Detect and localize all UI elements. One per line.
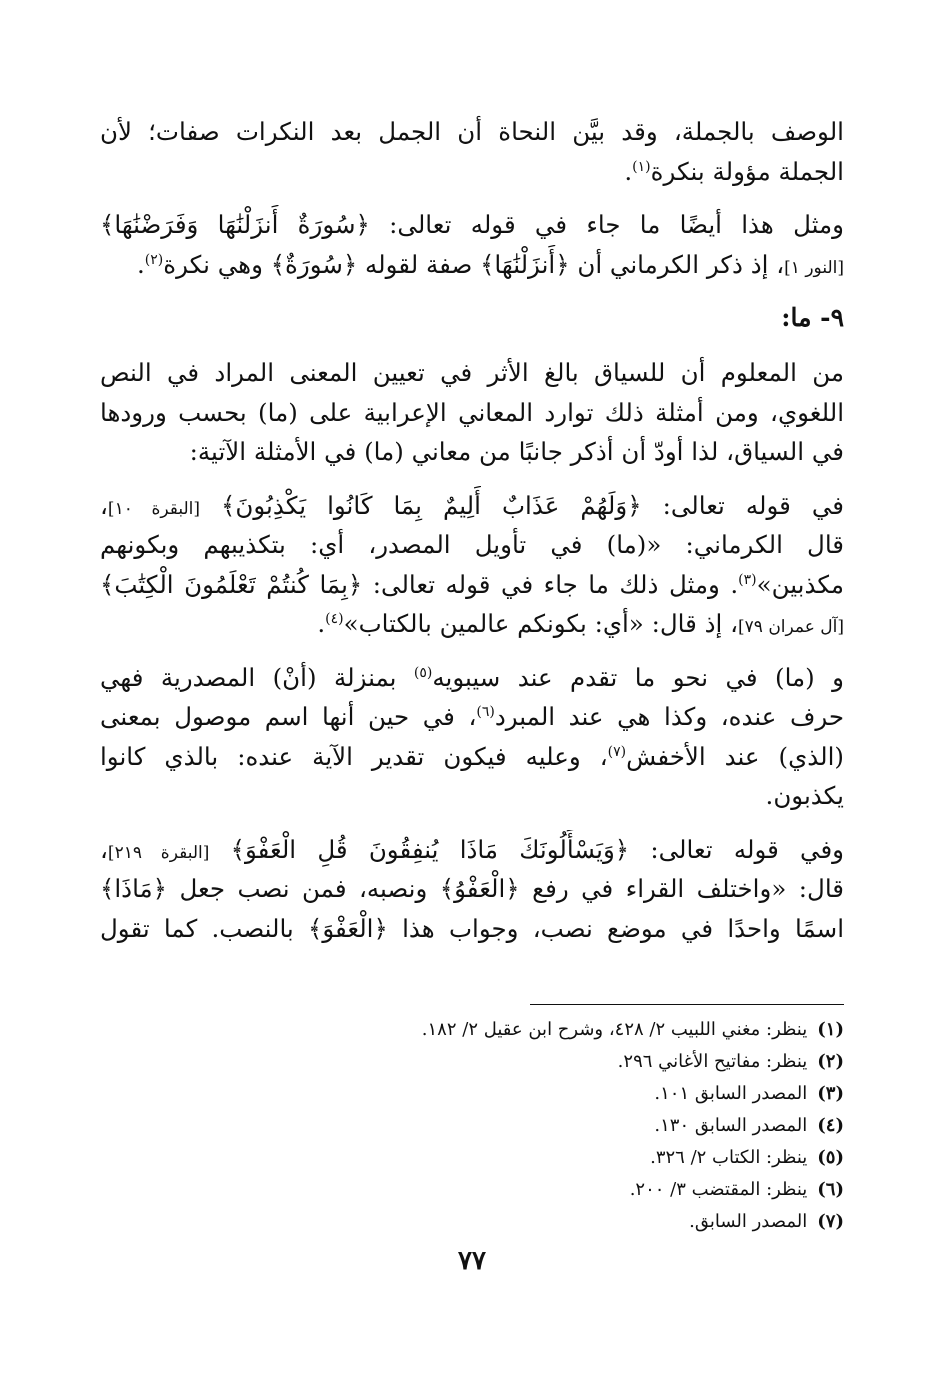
text-line: الجملة مؤولة بنكرة$^{(١)}$.	[624, 156, 844, 186]
footnote-text: ينظر: الكتاب ٢/ ٣٢٦.	[650, 1147, 808, 1168]
footnote-ref: (٢)	[144, 251, 164, 268]
text-line: [آل عمران ٧٩]، إذ قال: «أي: بكونكم عالمين بالكتاب»$^{(٤)}$.	[317, 609, 844, 638]
footnote-number: (٣)	[817, 1083, 844, 1104]
footnote	[144, 1014, 844, 1046]
footnote-text: ينظر: المقتضب ٣/ ٢٠٠.	[629, 1179, 808, 1200]
paragraph-2	[100, 205, 844, 284]
text-line: [النور ١]، إذ ذكر الكرماني أن ﴿أَنزَلْنَٰهَا﴾ صفة لقوله ﴿سُورَةٌ﴾ وهي نكرة$^{(٢)}$.	[136, 249, 844, 279]
footnote-divider	[530, 1004, 844, 1005]
footnotes	[144, 1014, 844, 1238]
text-line: اللغوي، ومن أمثلة ذلك توارد المعاني الإعرابية على (ما) بحسب ورودها	[100, 397, 844, 427]
footnote-text: المصدر السابق ١٠١.	[654, 1083, 808, 1104]
footnote-number: (٢)	[817, 1051, 844, 1072]
footnote-number: (٦)	[817, 1179, 844, 1200]
footnote-text: المصدر السابق ١٣٠.	[654, 1115, 808, 1136]
footnote-number: (١)	[817, 1019, 844, 1040]
section-heading: ٩- ما:	[781, 303, 844, 332]
citation: [البقرة ١٠]	[107, 498, 201, 519]
paragraph-3	[100, 353, 844, 472]
text-line: (الذي) عند الأخفش$^{(٧)}$، وعليه فيكون تقدير الآية عنده: بالذي كانوا	[100, 741, 844, 771]
text-line: وفي قوله تعالى: ﴿وَيَسْأَلُونَكَ مَاذَا يُنفِقُونَ قُلِ الْعَفْوَ﴾ [البقرة ٢١٩]،	[100, 834, 844, 864]
footnote-number: (٥)	[817, 1147, 844, 1168]
text-line: مكذبين»$^{(٣)}$. ومثل ذلك ما جاء في قوله تعالى: ﴿بِمَا كُنتُمْ تَعْلَمُونَ الْكِتَٰبَ﴾	[100, 569, 844, 599]
text-line: في قوله تعالى: ﴿وَلَهُمْ عَذَابٌ أَلِيمٌ بِمَا كَانُوا يَكْذِبُونَ﴾ [البقرة ١٠]،	[100, 490, 844, 520]
footnote-ref: (٥)	[413, 664, 433, 681]
footnote-text: ينظر: مغني اللبيب ٢/ ٤٢٨، وشرح ابن عقيل ٢/ ١٨٢.	[421, 1019, 808, 1040]
citation: [البقرة ٢١٩]	[107, 842, 210, 863]
footnote-ref: (٧)	[607, 743, 627, 760]
footnote-ref: (٦)	[476, 704, 495, 720]
text-line: من المعلوم أن للسياق بالغ الأثر في تعيين المعنى المراد في النص	[100, 358, 844, 387]
footnote	[144, 1078, 844, 1110]
footnote-ref: (٤)	[325, 611, 344, 627]
footnote	[144, 1174, 844, 1206]
paragraph-6	[100, 830, 844, 949]
text-line: حرف عنده، وكذا هي عند المبرد$^{(٦)}$، في حين أنها اسم موصول بمعنى	[100, 702, 844, 731]
footnote	[144, 1110, 844, 1142]
footnote-number: (٤)	[817, 1115, 844, 1136]
text-line: قال: «واختلف القراء في رفع ﴿الْعَفْوُ﴾ ونصبه، فمن نصب جعل ﴿مَاذَا﴾	[100, 874, 844, 903]
citation: [النور ١]	[784, 257, 844, 278]
text-line: اسمًا واحدًا في موضع نصب، وجواب هذا ﴿الْعَفْوَ﴾ بالنصب. كما تقول	[100, 913, 844, 943]
paragraph-4	[100, 486, 844, 644]
footnote-ref: (١)	[632, 158, 651, 175]
footnote-ref: (٣)	[738, 571, 757, 588]
footnote	[144, 1046, 844, 1078]
footnote-number: (٧)	[817, 1211, 844, 1232]
text-line: و (ما) في نحو ما تقدم عند سيبويه$^{(٥)}$ بمنزلة (أنْ) المصدرية فهي	[100, 662, 844, 692]
text-line: يكذبون.	[765, 781, 844, 810]
text-line: في السياق، لذا أودّ أن أذكر جانبًا من معاني (ما) في الأمثلة الآتية:	[189, 437, 844, 466]
footnote-text: ينظر: مفاتيح الأغاني ٢٩٦.	[617, 1051, 808, 1072]
main-text	[100, 112, 844, 962]
text-line: قال الكرماني: «(ما) في تأويل المصدر، أي: بتكذيبهم وبكونهم	[100, 530, 844, 559]
footnote	[144, 1206, 844, 1238]
paragraph-5	[100, 658, 844, 816]
text-line: الوصف بالجملة، وقد بيَّن النحاة أن الجمل بعد النكرات صفات؛ لأن	[100, 117, 844, 146]
text-line: ومثل هذا أيضًا ما جاء في قوله تعالى: ﴿سُورَةٌ أَنزَلْنَٰهَا وَفَرَضْنَٰهَا﴾	[100, 210, 844, 239]
page-number: ٧٧	[458, 1246, 486, 1276]
citation: [آل عمران ٧٩]	[738, 617, 844, 637]
paragraph-1	[100, 112, 844, 191]
footnote-text: المصدر السابق.	[689, 1211, 808, 1232]
footnote	[144, 1142, 844, 1174]
